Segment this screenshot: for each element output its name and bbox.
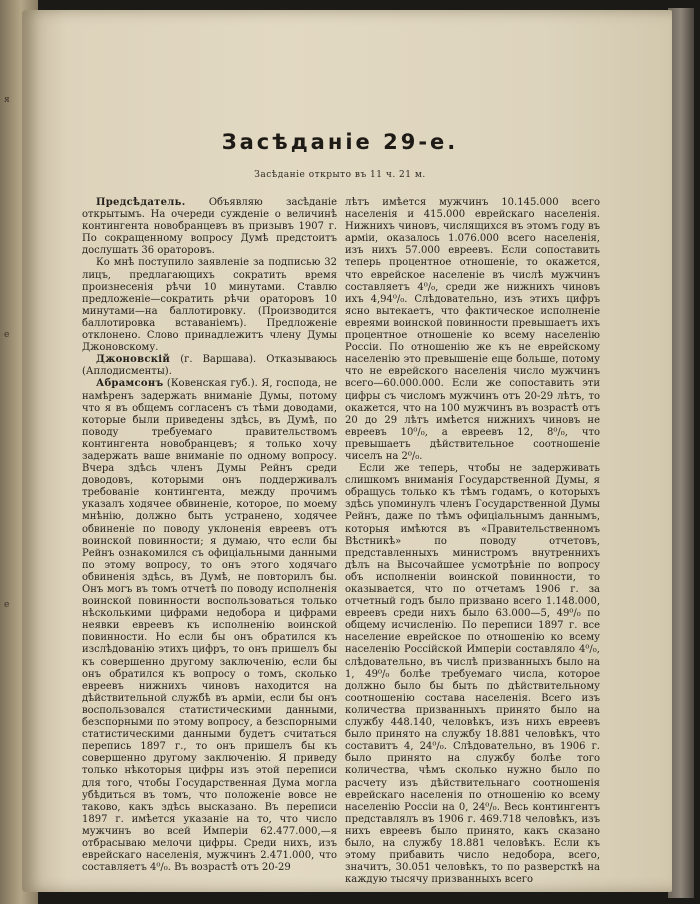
paragraph bbox=[82, 197, 337, 257]
right-column bbox=[345, 197, 600, 886]
paragraph-text: (г. Варшава). Отказываюсь (Аплодисменты). bbox=[82, 354, 337, 378]
paragraph bbox=[82, 257, 337, 354]
paragraph bbox=[345, 197, 600, 463]
page-title: Засѣданіе 29-е. bbox=[221, 130, 459, 154]
session-subtitle: Засѣданіе открыто въ 11 ч. 21 м. bbox=[254, 170, 426, 180]
speaker-name: Абрамсонъ bbox=[96, 378, 164, 390]
paragraph-text: Объявляю засѣданіе открытымъ. На очереди сужденіе о величинѣ контингента новобранцевъ въ призывъ 1907 г. По сокращенному вопросу Думѣ предстоитъ дослушать 36 ораторовъ. bbox=[82, 197, 337, 257]
paragraph-text: Если же теперь, чтобы не задерживать слишкомъ вниманія Государственной Думы, я обращусь только къ тѣмъ годамъ, о которыхъ здѣсь упоминулъ членъ Государственной Думы Рейнъ, даже по тѣмъ офиціальнымъ даннымъ, которыя имѣются въ «Правительственномъ Вѣстникѣ» по поводу отчетовъ, представленныхъ министромъ внутреннихъ дѣлъ на Высочайшее усмотрѣніе по вопросу объ исполненіи воинской повинности, то оказывается, что по отчетамъ 1906 г. за отчетный годъ было призвано всего 1.148.000, евреевъ среди нихъ было 63.000—5, 49⁰/₀ по общему исчисленію. По переписи 1897 г. все население еврейское по отношенію ко всему населенію Россійской Имперіи составляло 4⁰/₀, слѣдовательно, въ числѣ призванныхъ было на 1, 49⁰/₀ болѣе требуемаго числа, которое должно было бы быть по дѣйствительному соотношенію состава населенія. Всего изъ количества призванныхъ принято было на службу 448.140, человѣкъ, изъ нихъ евреевъ было принято на службу 18.881 человѣкъ, что составитъ 4, 24⁰/₀. Слѣдовательно, въ 1906 г. было принято на службу болѣе того количества, чѣмъ сколько нужно было по расчету изъ дѣйствительнаго соотношенія еврейскаго населенія по отношенію ко всему населенію Россіи на 0, 24⁰/₀. Весь контингентъ представлялъ въ 1906 г. 469.718 человѣкъ, изъ нихъ евреевъ было принято, какъ сказано было, на службу 18.881 человѣкъ. Если къ этому прибавить число недобора, всего, значитъ, 30.051 человѣкъ, то по разверсткѣ на каждую тысячу призванныхъ всего bbox=[345, 463, 600, 886]
paragraph bbox=[82, 378, 337, 874]
speaker-name: Джоновскій bbox=[96, 354, 171, 366]
paragraph-text: Ко мнѣ поступило заявленіе за подписью 32 лицъ, предлагающихъ сократить время произнесенія рѣчи 10 минутами. Ставлю предложеніе—сократить рѣчи ораторовъ 10 минутами—на баллотировку. (Производится баллотировка вставаніемъ). Предложеніе отклонено. Слово принадлежитъ члену Думы Джоновскому. bbox=[82, 257, 337, 354]
speaker-name: Предсѣдатель. bbox=[96, 197, 186, 208]
paragraph-text: (Ковенская губ.). Я, господа, не намѣренъ задержать вниманіе Думы, потому что я въ общемъ согласенъ съ тѣми доводами, которые были приведены здѣсь, въ Думѣ, по поводу требуемаго правительствомъ контингента новобранцевъ; я только хочу задержать ваше вниманіе по одному вопросу. Вчера здѣсь членъ Думы Рейнъ среди доводовъ, которыми онъ поддерживалъ требованіе контингента, между прочимъ указалъ ходячее обвиненіе, которое, по моему мнѣнію, должно быть устранено, ходячее обвиненіе по поводу уклоненія евреевъ отъ воинской повинности; я думаю, что если бы Рейнъ ознакомился съ офиціальными данными по этому вопросу, то онъ этого ходячаго обвиненія здѣсь, въ Думѣ, не повторилъ бы. Онъ могъ въ томъ отчетѣ по поводу исполненія воинской повинности воспользоваться только нѣсколькими цифрами недобора и цифрами неявки евреевъ къ исполненію воинской повинности. Но если бы онъ обратился къ изслѣдованію этихъ цифръ, то онъ пришелъ бы къ совершенно другому заключенію, если бы онъ обратился къ вопросу о томъ, сколько евреевъ нижнихъ чиновъ находится на дѣйствительной службѣ въ арміи, если бы онъ воспользовался статистическими данными, безспорными по этому вопросу, а безспорными статистическими данными будетъ считаться перепись 1897 г., то онъ пришелъ бы къ совершенно другому заключенію. Я приведу только нѣкоторыя цифры изъ этой переписи для того, чтобы Государственная Дума могла убѣдиться въ томъ, что положеніе вовсе не таково, какъ здѣсь высказано. Въ переписи 1897 г. имѣется указаніе на то, что число мужчинъ во всей Имперіи 62.477.000,—я отбрасываю мелочи цифры. Среди нихъ, изъ еврейскаго населенія, мужчинъ 2.471.000, что составляетъ 4⁰/₀. Въ возрастѣ отъ 20-29 bbox=[82, 378, 337, 874]
left-column bbox=[82, 197, 337, 874]
paragraph-text: лѣтъ имѣется мужчинъ 10.145.000 всего населенія и 415.000 еврейскаго населенія. Нижнихъ чиновъ, числящихся въ этомъ году въ арміи, оказалось 1.076.000 всего населенія, изъ нихъ 57.000 евреевъ. Если сопоставить теперь процентное отношеніе, то окажется, что еврейское населеніе въ числѣ мужчинъ составляетъ 4⁰/₀, среди же нижнихъ чиновъ ихъ 4,94⁰/₀. Слѣдовательно, изъ этихъ цифръ ясно вытекаетъ, что фактическое исполненіе евреями воинской повинности превышаетъ ихъ процентное отношеніе ко всему населенію Россіи. По отношенію же къ не еврейскому населенію это превышеніе еще больше, потому что не еврейского населенія число мужчинъ всего—60.000.000. Если же сопоставить эти цифры съ числомъ мужчинъ отъ 20-29 лѣтъ, то окажется, что на 100 мужчинъ въ возрастѣ отъ 20 до 29 лѣтъ имѣется нижнихъ чиновъ не евреевъ 10⁰/₀, а евреевъ 12, 8⁰/₀, что превышаетъ дѣйствительное соотношеніе чиселъ на 2⁰/₀. bbox=[345, 197, 600, 462]
paragraph bbox=[82, 354, 337, 378]
left-page-edge: я е е bbox=[0, 0, 38, 904]
paragraph bbox=[345, 463, 600, 886]
